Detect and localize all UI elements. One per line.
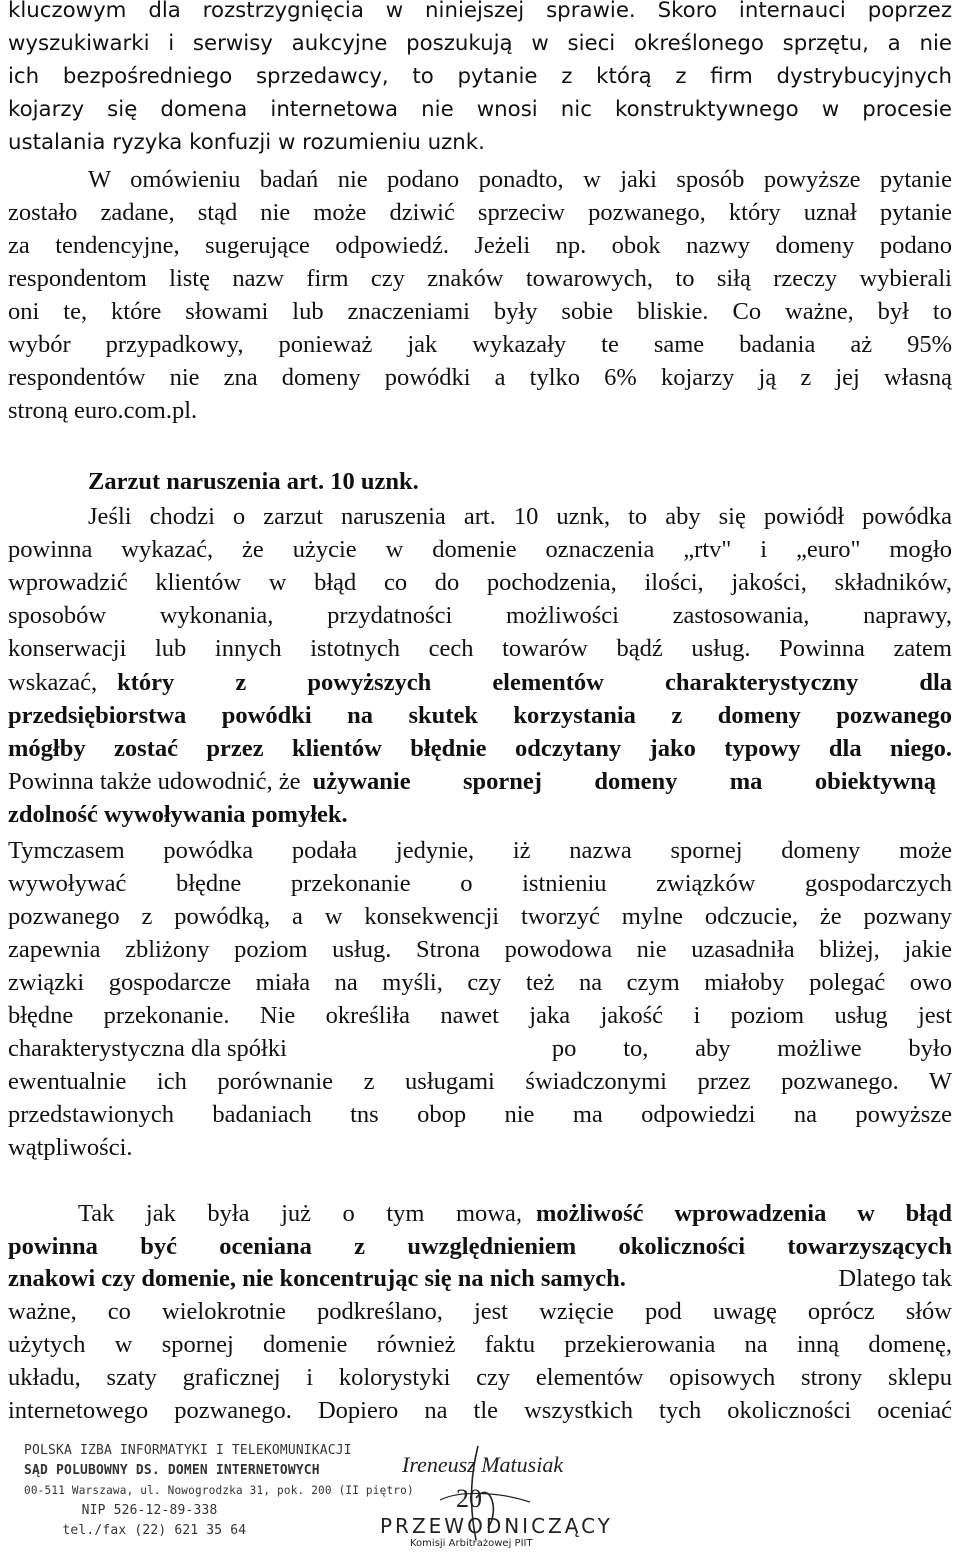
text-line: zapewnia zbliżony poziom usług. Strona powodowa nie uzasadniła bliżej, jakie bbox=[8, 936, 952, 963]
stamp-line: SĄD POLUBOWNY DS. DOMEN INTERNETOWYCH bbox=[24, 1462, 320, 1478]
text-line: pozwanego z powódką, a w konsekwencji tworzyć mylne odczucie, że pozwany bbox=[8, 903, 952, 930]
text-line: stroną euro.com.pl. bbox=[8, 397, 198, 424]
text-line bbox=[78, 1197, 952, 1231]
text-line: kojarzy się domena internetowa nie wnosi nic konstruktywnego w procesie bbox=[8, 97, 952, 122]
text-line: wywoływać błędne przekonanie o istnieniu związków gospodarczych bbox=[8, 870, 952, 897]
text-line: internetowego pozwanego. Dopiero na tle wszystkich tych okoliczności oceniać bbox=[8, 1397, 952, 1424]
text-line: za tendencyjne, sugerujące odpowiedź. Jeżeli np. obok nazwy domeny podano bbox=[8, 232, 952, 259]
text-line: Tymczasem powódka podała jedynie, iż nazwa spornej domeny może bbox=[8, 837, 952, 864]
emphasis-text: zdolność wywoływania pomyłek. bbox=[8, 801, 348, 828]
signature-name: Ireneusz Matusiak bbox=[402, 1452, 564, 1477]
text-line: powinna wykazać, że użycie w domenie oznaczenia „rtv" i „euro" mogło bbox=[8, 536, 952, 563]
text-line: przedstawionych badaniach tns obop nie ma odpowiedzi na powyższe bbox=[8, 1101, 952, 1128]
text-line: wątpliwości. bbox=[8, 1134, 133, 1161]
text-run: wskazać, bbox=[8, 669, 98, 696]
text-line: respondentom listę nazw firm czy znaków towarowych, to siłą rzeczy wybierali bbox=[8, 265, 952, 292]
text-line: Jeśli chodzi o zarzut naruszenia art. 10 uznk, to aby się powiódł powódka bbox=[88, 503, 952, 530]
text-line: ich bezpośredniego sprzedawcy, to pytanie z którą z firm dystrybucyjnych bbox=[8, 64, 952, 89]
text-line: związki gospodarcze miała na myśli, czy też na czym miałoby polegać owo bbox=[8, 969, 952, 996]
text-line: ważne, co wielokrotnie podkreślano, jest wzięcie pod uwagę oprócz słów bbox=[8, 1298, 952, 1325]
emphasis-text: który z powyższych elementów charakterystyczny dla bbox=[117, 669, 952, 696]
text-line: użytych w spornej domenie również faktu przekierowania na inną domenę, bbox=[8, 1331, 952, 1358]
text-run: po to, aby możliwe było bbox=[551, 1035, 952, 1062]
signature-subtitle: Komisji Arbitrażowej PIIT bbox=[410, 1538, 533, 1549]
redaction-gap bbox=[287, 1032, 552, 1066]
text-line: oni te, które słowami lub znaczeniami były sobie bliskie. Co ważne, był to bbox=[8, 298, 952, 325]
text-line bbox=[8, 1262, 952, 1296]
emphasis-text: możliwość wprowadzenia w błąd bbox=[536, 1200, 952, 1227]
stamp-line: NIP 526-12-89-338 bbox=[81, 1502, 218, 1518]
text-line: W omówieniu badań nie podano ponadto, w jaki sposób powyższe pytanie bbox=[88, 166, 952, 193]
text-line bbox=[8, 765, 952, 799]
page-number: 20 bbox=[456, 1484, 482, 1513]
emphasis-text: znakowi czy domenie, nie koncentrując się na nich samych. bbox=[8, 1265, 626, 1292]
text-run: Powinna także udowodnić, że bbox=[8, 768, 301, 795]
text-line bbox=[8, 666, 952, 700]
stamp-line: tel./fax (22) 621 35 64 bbox=[62, 1522, 247, 1538]
emphasis-text: używanie spornej domeny ma obiektywną bbox=[312, 768, 936, 795]
official-stamp bbox=[24, 1440, 414, 1550]
text-line: błędne przekonanie. Nie określiła nawet jaka jakość i poziom usług jest bbox=[8, 1002, 952, 1029]
signature-title: PRZEWODNICZĄCY bbox=[380, 1514, 613, 1538]
text-line: ustalania ryzyka konfuzji w rozumieniu uznk. bbox=[8, 130, 485, 155]
text-line bbox=[8, 1032, 952, 1066]
text-line: wybór przypadkowy, ponieważ jak wykazały te same badania aż 95% bbox=[8, 331, 952, 358]
emphasis-text: mógłby zostać przez klientów błędnie odczytany jako typowy dla niego. bbox=[8, 735, 952, 762]
text-line: sposobów wykonania, przydatności możliwości zastosowania, naprawy, bbox=[8, 602, 952, 629]
text-line: wyszukiwarki i serwisy aukcyjne poszukują w sieci określonego sprzętu, a nie bbox=[8, 31, 952, 56]
text-line: kluczowym dla rozstrzygnięcia w niniejszej sprawie. Skoro internauci poprzez bbox=[8, 0, 952, 23]
text-line: zostało zadane, stąd nie może dziwić sprzeciw pozwanego, który uznał pytanie bbox=[8, 199, 952, 226]
text-run: Tak jak była już o tym mowa, bbox=[78, 1200, 522, 1227]
text-line: wprowadzić klientów w błąd co do pochodzenia, ilości, jakości, składników, bbox=[8, 569, 952, 596]
text-run: charakterystyczna dla spółki bbox=[8, 1035, 287, 1062]
text-line: ewentualnie ich porównanie z usługami świadczonymi przez pozwanego. W bbox=[8, 1068, 952, 1095]
text-line: respondentów nie zna domeny powódki a tylko 6% kojarzy ją z jej własną bbox=[8, 364, 952, 391]
text-line: układu, szaty graficznej i kolorystyki czy elementów opisowych strony sklepu bbox=[8, 1364, 952, 1391]
text-line: konserwacji lub innych istotnych cech towarów bądź usług. Powinna zatem bbox=[8, 635, 952, 662]
stamp-line: POLSKA IZBA INFORMATYKI I TELEKOMUNIKACJI bbox=[24, 1442, 352, 1458]
text-run: Dlatego tak bbox=[838, 1265, 952, 1292]
section-heading: Zarzut naruszenia art. 10 uznk. bbox=[88, 468, 419, 495]
signature-block bbox=[380, 1440, 620, 1550]
emphasis-text: powinna być oceniana z uwzględnieniem okoliczności towarzyszących bbox=[8, 1233, 952, 1260]
stamp-line: 00-511 Warszawa, ul. Nowogrodzka 31, pok. 200 (II piętro) bbox=[24, 1483, 414, 1497]
emphasis-text: przedsiębiorstwa powódki na skutek korzystania z domeny pozwanego bbox=[8, 702, 952, 729]
